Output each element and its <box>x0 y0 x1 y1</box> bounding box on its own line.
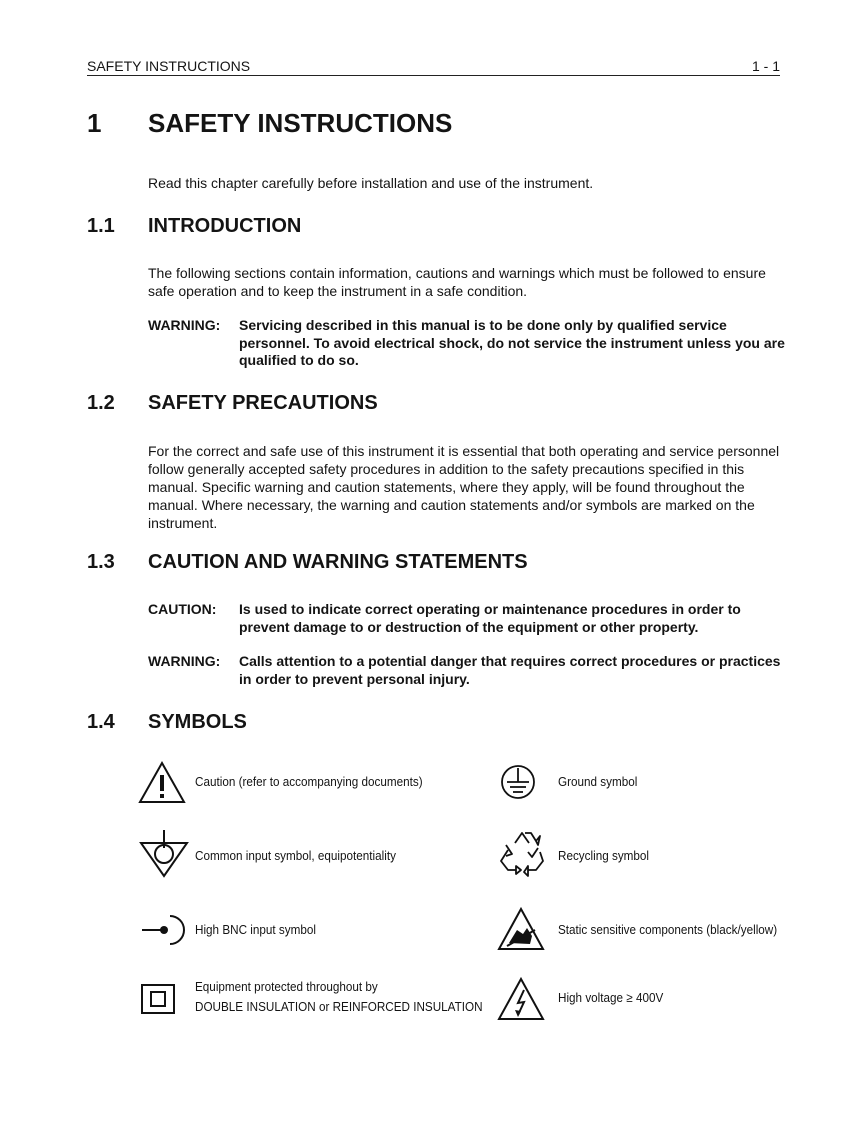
symbol-label-recycling: Recycling symbol <box>558 848 650 863</box>
page-number: 1 - 1 <box>751 58 780 74</box>
high-voltage-icon <box>497 976 545 1022</box>
bnc-input-icon <box>140 914 182 946</box>
header-divider <box>87 75 780 76</box>
safety-precautions-body: For the correct and safe use of this instrument it is essential that both operating and service personnel follow generally accepted safety procedures in addition to the safety precautions specified in this manual. Specific warning and caution statements, where they apply, will be found throughout the manual. Where necessary, the warning and caution statements and/or symbols are marked on the instrument. <box>148 443 780 531</box>
warning-label: WARNING: <box>148 653 221 669</box>
section-number: 1.3 <box>87 551 115 573</box>
caution-text: Is used to indicate correct operating or maintenance procedures in order to prevent damage to or destruction of the equipment or other property. <box>239 601 741 635</box>
section-title-safety-precautions: SAFETY PRECAUTIONS <box>148 392 378 414</box>
symbol-label-caution: Caution (refer to accompanying documents) <box>195 774 423 789</box>
symbol-label-line: Equipment protected throughout by <box>195 979 378 994</box>
section-number: 1.4 <box>87 711 115 733</box>
section-title-introduction: INTRODUCTION <box>148 215 302 237</box>
double-insulation-icon <box>141 984 175 1014</box>
section-title-caution-warning: CAUTION AND WARNING STATEMENTS <box>148 551 528 573</box>
symbol-label-bnc-input: High BNC input symbol <box>195 922 316 937</box>
warning-text: Calls attention to a potential danger that requires correct procedures or practices in order to prevent personal injury. <box>239 653 781 687</box>
warning-text: Servicing described in this manual is to be done only by qualified service personnel. To avoid electrical shock, do not service the instrument unless you are qualified to do so. <box>239 317 785 368</box>
caution-triangle-icon <box>138 760 186 804</box>
ground-icon <box>500 764 536 800</box>
running-header-title: SAFETY INSTRUCTIONS <box>87 58 251 74</box>
symbol-label-double-insulation <box>195 977 483 1017</box>
chapter-title: SAFETY INSTRUCTIONS <box>148 108 453 138</box>
chapter-intro: Read this chapter carefully before installation and use of the instrument. <box>148 175 594 191</box>
introduction-body: The following sections contain information, cautions and warnings which must be followed to ensure safe operation and to keep the instrument in a safe condition. <box>148 265 766 299</box>
warning-label: WARNING: <box>148 317 221 333</box>
symbol-label-static-sensitive: Static sensitive components (black/yellow) <box>558 922 778 937</box>
symbol-label-equipotentiality: Common input symbol, equipotentiality <box>195 848 396 863</box>
caution-label: CAUTION: <box>148 601 217 617</box>
recycling-icon <box>498 830 546 876</box>
symbol-label-line: DOUBLE INSULATION or REINFORCED INSULATION <box>195 999 483 1014</box>
symbol-label-ground: Ground symbol <box>558 774 638 789</box>
section-number: 1.2 <box>87 392 115 414</box>
equipotentiality-icon <box>138 828 190 880</box>
chapter-number: 1 <box>87 108 102 138</box>
section-number: 1.1 <box>87 215 115 237</box>
section-title-symbols: SYMBOLS <box>148 711 247 733</box>
static-sensitive-icon <box>497 906 545 952</box>
symbol-label-high-voltage: High voltage ≥ 400V <box>558 990 664 1005</box>
